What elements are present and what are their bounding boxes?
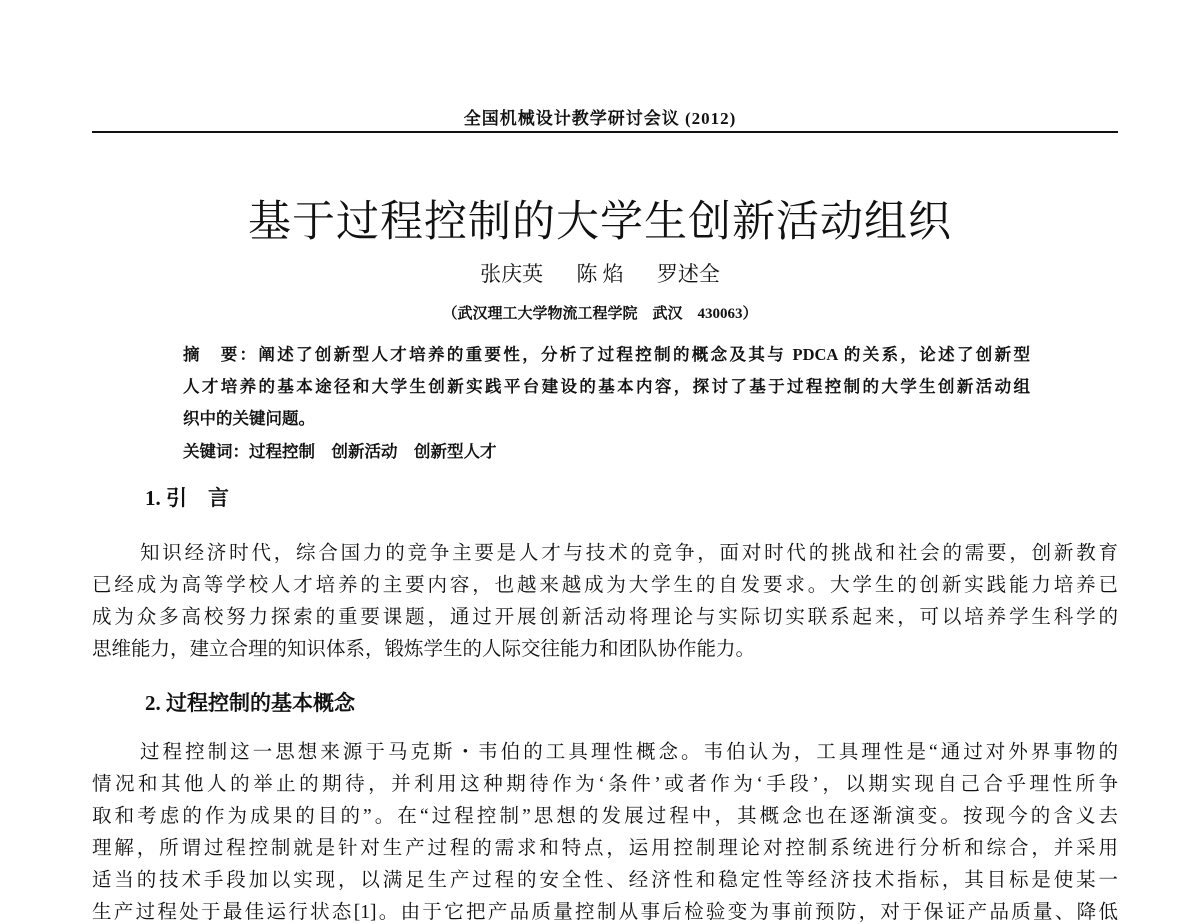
abstract-line: 摘 要：阐述了创新型人才培养的重要性，分析了过程控制的概念及其与 PDCA 的关系，论述了创新型 xyxy=(183,345,1030,364)
body-line: 过程控制这一思想来源于马克斯・韦伯的工具理性概念。韦伯认为，工具理性是“通过对外界事物的 xyxy=(140,742,1118,763)
body-line: 成为众多高校努力探索的重要课题，通过开展创新活动将理论与实际切实联系起来，可以培养学生科学的 xyxy=(92,607,1118,628)
paper-title: 基于过程控制的大学生创新活动组织 xyxy=(248,198,952,246)
body-line: 适当的技术手段加以实现，以满足生产过程的安全性、经济性和稳定性等经济技术指标，其目标是使某一 xyxy=(92,870,1118,891)
keywords: 关键词：过程控制 创新活动 创新型人才 xyxy=(183,442,497,461)
body-line: 知识经济时代，综合国力的竞争主要是人才与技术的竞争，面对时代的挑战和社会的需要，创新教育 xyxy=(140,543,1118,564)
affiliation: （武汉理工大学物流工程学院 武汉 430063） xyxy=(442,306,758,322)
body-line: 取和考虑的作为成果的目的”。在“过程控制”思想的发展过程中，其概念也在逐渐演变。按现今的含义去 xyxy=(92,806,1118,827)
body-line: 思维能力，建立合理的知识体系，锻炼学生的人际交往能力和团队协作能力。 xyxy=(92,639,756,660)
abstract-line: 人才培养的基本途径和大学生创新实践平台建设的基本内容，探讨了基于过程控制的大学生创新活动组 xyxy=(183,377,1030,396)
body-line: 已经成为高等学校人才培养的主要内容，也越来越成为大学生的自发要求。大学生的创新实践能力培养已 xyxy=(92,575,1118,596)
body-line: 理解，所谓过程控制就是针对生产过程的需求和特点，运用控制理论对控制系统进行分析和综合，并采用 xyxy=(92,838,1118,859)
body-line: 生产过程处于最佳运行状态[1]。由于它把产品质量控制从事后检验变为事前预防，对于保证产品质量、降低 xyxy=(92,902,1118,923)
header-rule xyxy=(92,131,1118,133)
body-line: 情况和其他人的举止的期待，并利用这种期待作为‘条件’或者作为‘手段’，以期实现自己合乎理性所争 xyxy=(92,774,1118,795)
author: 罗述全 xyxy=(656,262,720,286)
section-heading: 2. 过程控制的基本概念 xyxy=(145,691,355,715)
section-heading: 1. 引 言 xyxy=(145,486,229,510)
running-header: 全国机械设计教学研讨会议 (2012) xyxy=(463,109,737,128)
author: 陈 焰 xyxy=(576,262,624,286)
author: 张庆英 xyxy=(480,262,544,286)
abstract-line: 织中的关键问题。 xyxy=(183,409,315,428)
authors xyxy=(0,258,1200,288)
